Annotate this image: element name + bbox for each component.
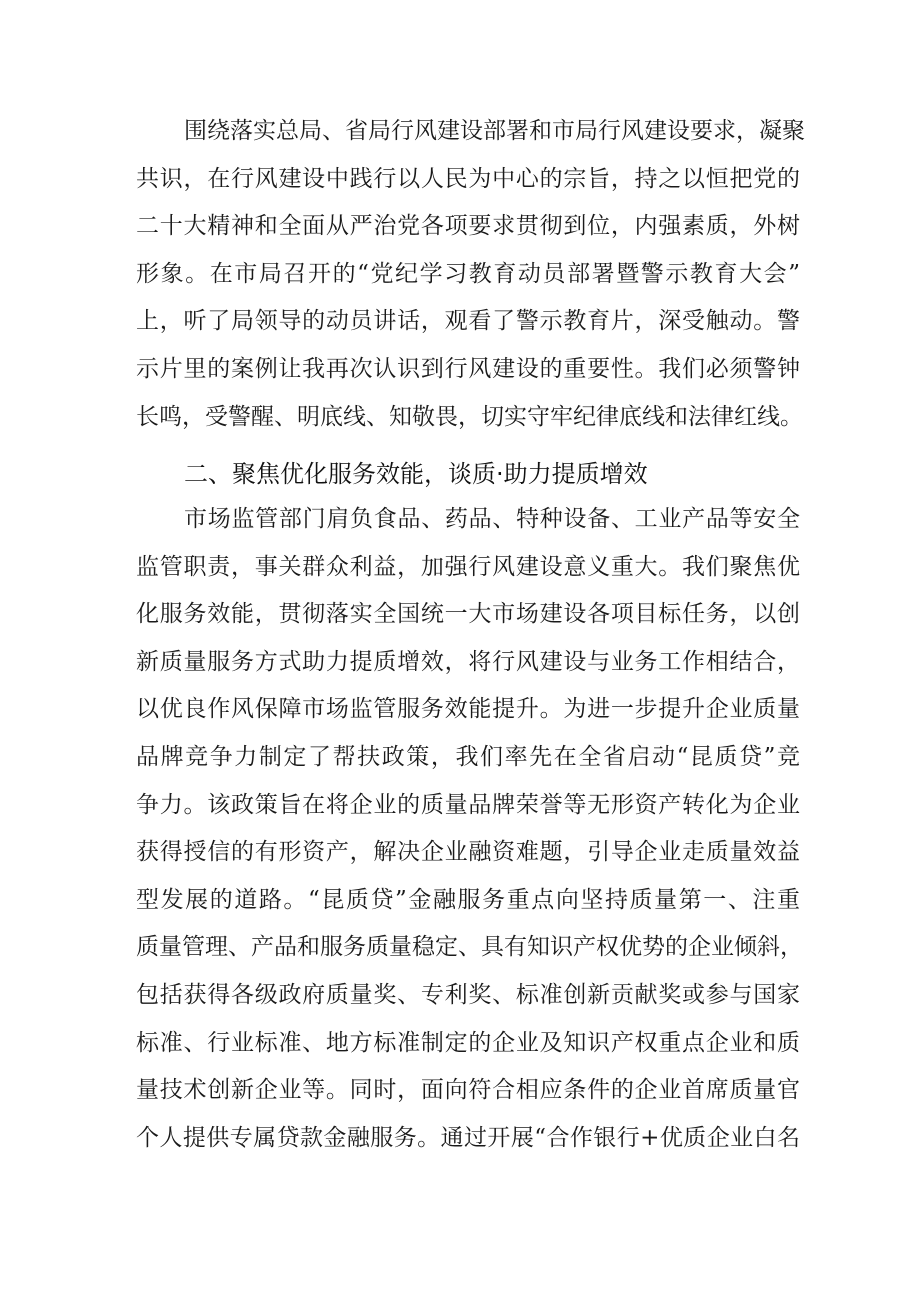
paragraph-1-line: 上，听了局领导的动员讲话，观看了警示教育片，深受触动。警 bbox=[136, 308, 800, 335]
paragraph-2-line: 型发展的道路。“昆质贷”金融服务重点向坚持质量第一、注重 bbox=[136, 886, 800, 913]
paragraph-2-line: 化服务效能，贯彻落实全国统一大市场建设各项目标任务，以创 bbox=[136, 601, 800, 628]
paragraph-2-line: 个人提供专属贷款金融服务。通过开展“合作银行+优质企业白名 bbox=[136, 1124, 800, 1151]
paragraph-2-line: 市场监管部门肩负食品、药品、特种设备、工业产品等安全 bbox=[184, 506, 800, 532]
paragraph-2-line: 获得授信的有形资产，解决企业融资难题，引导企业走质量效益 bbox=[136, 839, 800, 866]
paragraph-1-line: 围绕落实总局、省局行风建设部署和市局行风建设要求，凝聚 bbox=[184, 118, 805, 144]
paragraph-1-line: 共识，在行风建设中践行以人民为中心的宗旨，持之以恒把党的 bbox=[136, 165, 800, 192]
paragraph-1-line: 形象。在市局召开的“党纪学习教育动员部署暨警示教育大会” bbox=[136, 260, 800, 287]
paragraph-2-line: 争力。该政策旨在将企业的质量品牌荣誉等无形资产转化为企业 bbox=[136, 791, 800, 818]
paragraph-2-line: 标准、行业标准、地方标准制定的企业及知识产权重点企业和质 bbox=[136, 1029, 800, 1056]
section-heading bbox=[136, 452, 800, 500]
paragraph-2-line: 包括获得各级政府质量奖、专利奖、标准创新贡献奖或参与国家 bbox=[136, 981, 800, 1008]
paragraph-2-line: 新质量服务方式助力提质增效，将行风建设与业务工作相结合， bbox=[136, 648, 800, 675]
paragraph-2-line: 量技术创新企业等。同时，面向符合相应条件的企业首席质量官 bbox=[136, 1077, 800, 1104]
paragraph-2-line: 监管职责，事关群众利益，加强行风建设意义重大。我们聚焦优 bbox=[136, 553, 800, 580]
paragraph-1-line: 示片里的案例让我再次认识到行风建设的重要性。我们必须警钟 bbox=[136, 355, 800, 382]
paragraph-2-line: 质量管理、产品和服务质量稳定、具有知识产权优势的企业倾斜， bbox=[136, 934, 803, 961]
paragraph-1 bbox=[136, 108, 805, 441]
paragraph-2 bbox=[136, 496, 803, 1162]
section-heading-text: 二、聚焦优化服务效能，谈质·助力提质增效 bbox=[184, 460, 648, 488]
paragraph-2-line: 品牌竞争力制定了帮扶政策，我们率先在全省启动“昆质贷”竞 bbox=[136, 743, 800, 770]
paragraph-1-line: 二十大精神和全面从严治党各项要求贯彻到位，内强素质，外树 bbox=[136, 213, 800, 240]
paragraph-1-line: 长鸣，受警醒、明底线、知敬畏，切实守牢纪律底线和法律红线。 bbox=[136, 403, 803, 430]
paragraph-2-line: 以优良作风保障市场监管服务效能提升。为进一步提升企业质量 bbox=[136, 696, 800, 723]
